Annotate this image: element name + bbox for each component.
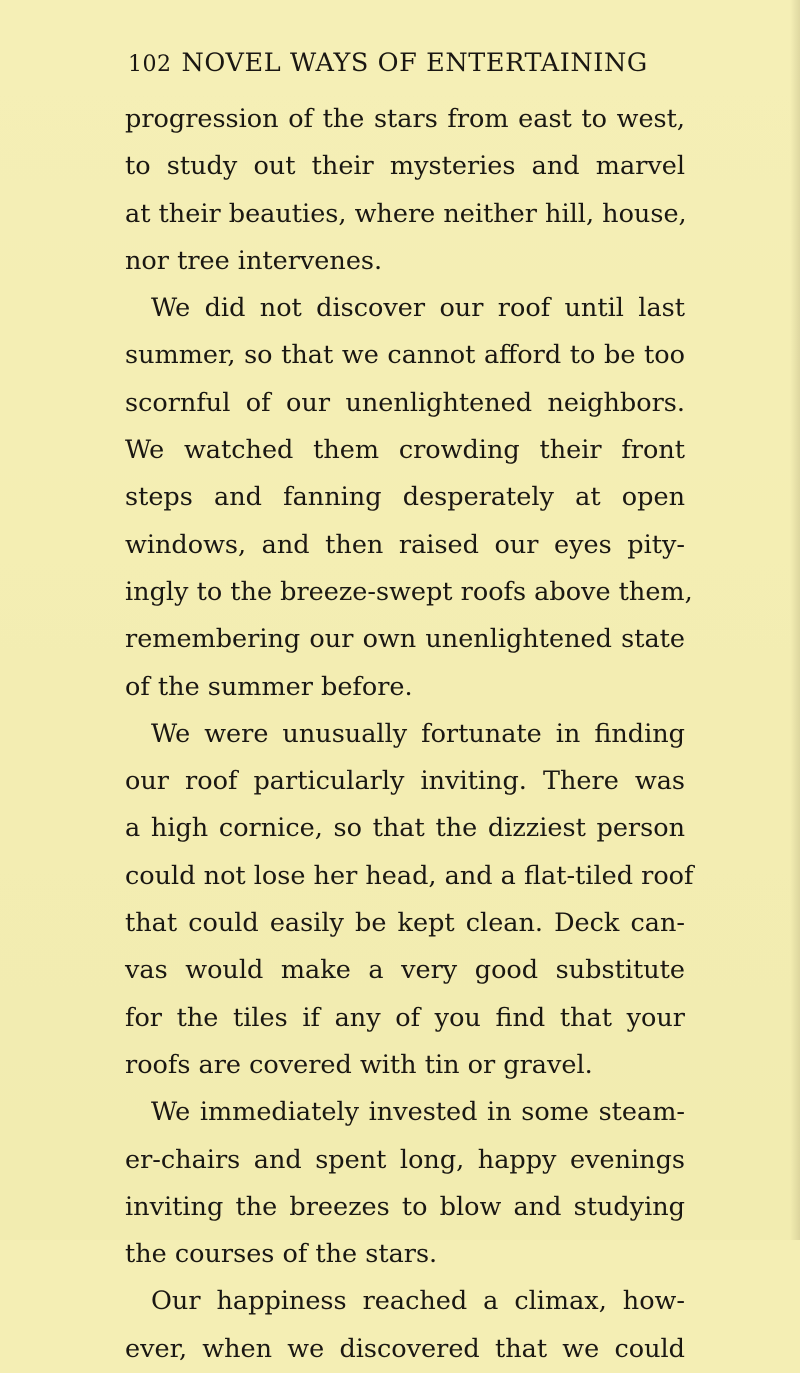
- page-edge-shadow: [790, 0, 800, 1240]
- text-line: a high cornice, so that the dizziest person: [125, 813, 685, 844]
- text-line: steps and fanning desperately at open: [125, 482, 685, 513]
- text-line: of the summer before.: [125, 671, 413, 702]
- text-line: vas would make a very good substitute: [125, 955, 685, 986]
- paragraph-start-line: We immediately invested in some steam-: [151, 1097, 685, 1128]
- text-line: progression of the stars from east to west,: [125, 104, 685, 134]
- text-line: for the tiles if any of you find that your: [125, 1002, 685, 1033]
- text-line: ingly to the breeze-swept roofs above them,: [125, 576, 693, 607]
- paragraph-start-line: We were unusually fortunate in finding: [151, 718, 685, 749]
- paragraph-start-line: Our happiness reached a climax, how-: [151, 1286, 685, 1317]
- text-line: roofs are covered with tin or gravel.: [125, 1049, 593, 1080]
- text-line: er-chairs and spent long, happy evenings: [125, 1144, 685, 1175]
- text-line: inviting the breezes to blow and studying: [125, 1191, 685, 1222]
- page-number: 102: [128, 52, 172, 77]
- text-line: could not lose her head, and a flat-tiled roof: [125, 860, 694, 891]
- text-line: our roof particularly inviting. There was: [125, 766, 685, 797]
- running-title: NOVEL WAYS OF ENTERTAINING: [181, 48, 648, 78]
- running-head: [128, 48, 698, 90]
- text-line: remembering our own unenlightened state: [125, 624, 685, 655]
- text-line: windows, and then raised our eyes pity-: [125, 529, 685, 560]
- body-text: [125, 96, 694, 1373]
- text-line: ever, when we discovered that we could: [125, 1333, 685, 1364]
- text-line: We watched them crowding their front: [125, 435, 685, 466]
- text-line: to study out their mysteries and marvel: [125, 151, 685, 182]
- text-line: nor tree intervenes.: [125, 245, 383, 276]
- text-line: scornful of our unenlightened neighbors.: [125, 387, 685, 418]
- text-line: summer, so that we cannot afford to be too: [125, 340, 685, 371]
- text-line: at their beauties, where neither hill, house,: [125, 198, 687, 229]
- text-line: that could easily be kept clean. Deck can-: [125, 908, 685, 939]
- text-line: the courses of the stars.: [125, 1239, 438, 1270]
- paragraph-start-line: We did not discover our roof until last: [151, 293, 685, 324]
